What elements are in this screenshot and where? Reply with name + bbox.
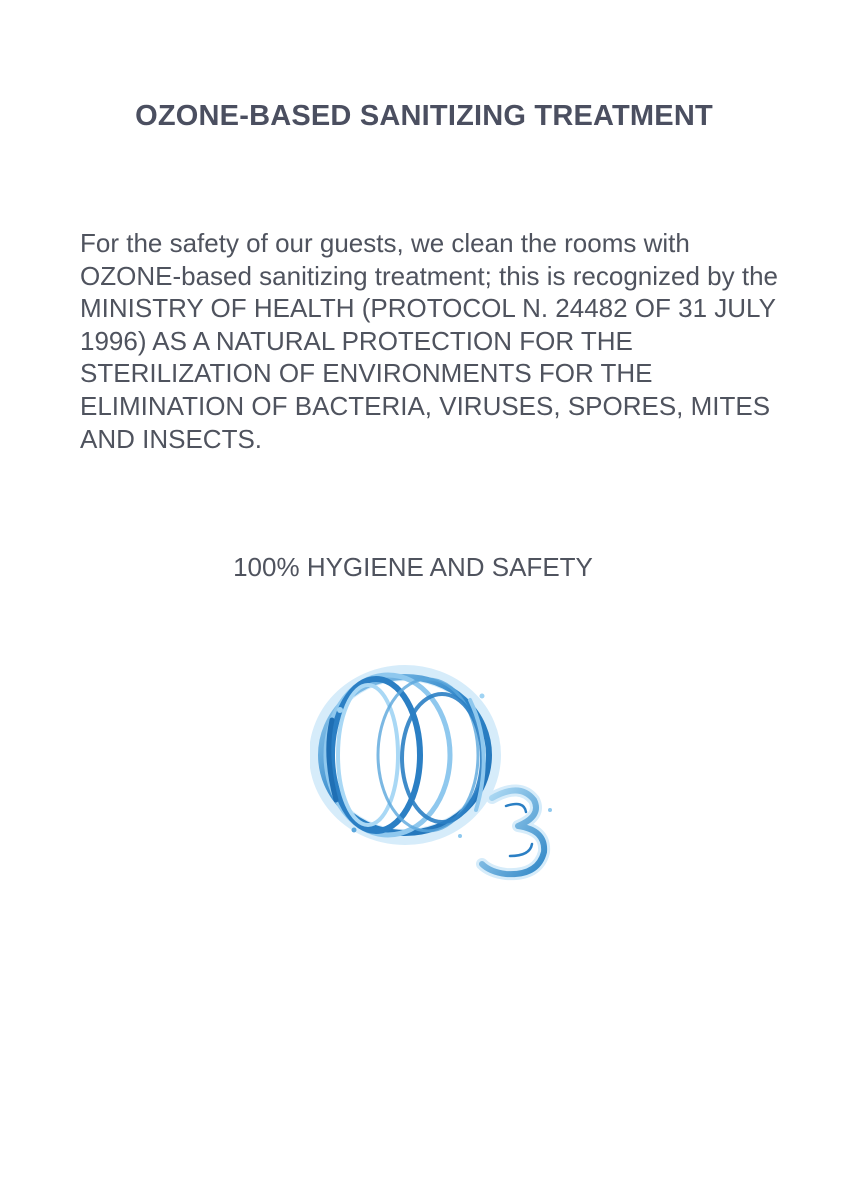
body-paragraph: For the safety of our guests, we clean the rooms with OZONE-based sanitizing treatment; this is recognized by the MINISTRY OF HEALTH (PROTOCOL N. 24482 OF 31 JULY 1996) AS A NATURAL PROTECTION FOR THE STERILIZATION OF ENVIRONMENTS FOR THE ELIMINATION OF BACTERIA, VIRUSES, SPORES, MITES AND INSECTS. bbox=[80, 228, 778, 454]
page-title: OZONE-BASED SANITIZING TREATMENT bbox=[135, 100, 713, 132]
letter-o-rings bbox=[317, 673, 493, 838]
subscript-three bbox=[482, 790, 552, 874]
ozone-o3-water-icon bbox=[310, 660, 560, 885]
tagline: 100% HYGIENE AND SAFETY bbox=[233, 552, 593, 582]
o3-logo-graphic bbox=[310, 660, 560, 885]
